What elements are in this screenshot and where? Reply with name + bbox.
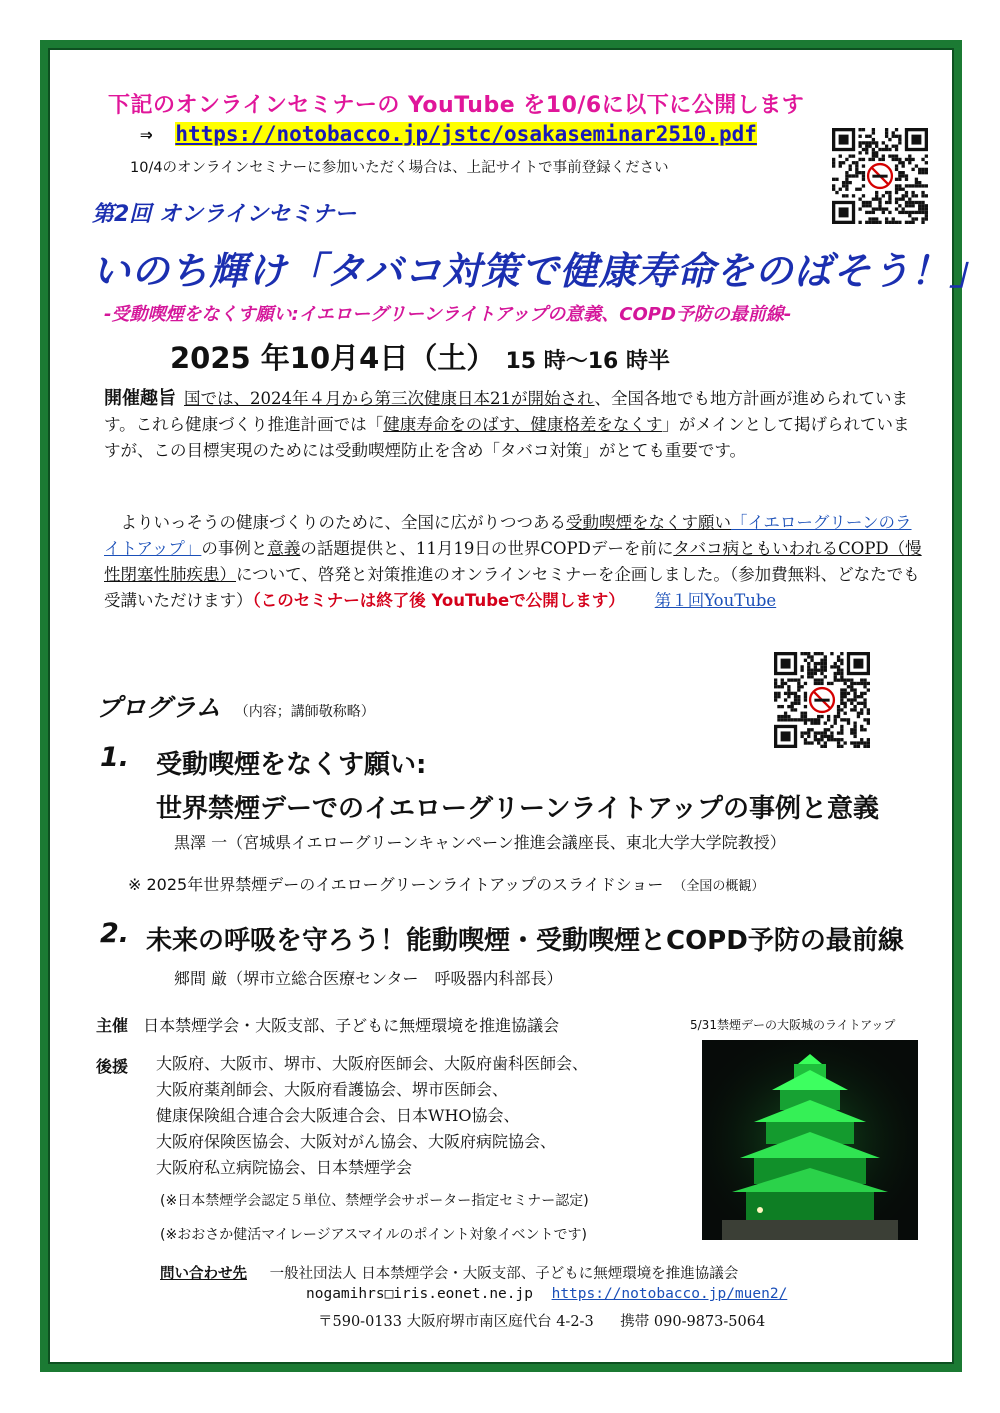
program-title: プログラム	[96, 693, 221, 722]
first-youtube-link[interactable]: 第１回YouTube	[654, 591, 777, 610]
osaka-castle-photo	[702, 1040, 918, 1240]
purpose-text: の話題提供と、11月19日の世界COPDデーを前に	[300, 539, 674, 558]
contact-org: 一般社団法人 日本禁煙学会・大阪支部、子どもに無煙環境を推進協議会	[269, 1266, 739, 1282]
contact-email: nogamihrs□iris.eonet.ne.jp	[306, 1286, 533, 1302]
support-line: 大阪府私立病院協会、日本禁煙学会	[156, 1158, 413, 1177]
arrow-icon: ⇒	[140, 122, 153, 146]
event-datetime	[170, 336, 670, 377]
purpose-paragraph-2	[104, 510, 924, 614]
qr-code-icon[interactable]	[832, 128, 928, 224]
support-line: 健康保険組合連合会大阪連合会、日本WHO協会、	[156, 1106, 520, 1125]
support-line: 大阪府保険医協会、大阪対がん協会、大阪府病院協会、	[156, 1132, 557, 1151]
support-line: 大阪府薬剤師会、大阪府看護協会、堺市医師会、	[156, 1080, 509, 1099]
item1-title-line2: 世界禁煙デーでのイエローグリーンライトアップの事例と意義	[156, 794, 880, 824]
purpose-highlight: 健康寿命をのばす、健康格差をなくす	[383, 415, 663, 434]
purpose-highlight: 意義	[267, 539, 301, 558]
support-label	[96, 1054, 128, 1077]
program-note: （内容；講師敬称略）	[234, 704, 375, 720]
support-line: 大阪府、大阪市、堺市、大阪府医師会、大阪府歯科医師会、	[156, 1054, 589, 1073]
contact-label: 問い合わせ先	[160, 1266, 247, 1282]
purpose-text: よりいっそうの健康づくりのために、全国に広がりつつある	[104, 513, 566, 532]
contact-email-row	[306, 1286, 787, 1302]
url-row	[140, 122, 757, 146]
contact-address: 〒590-0133 大阪府堺市南区庭代台 4-2-3	[318, 1314, 594, 1330]
item1-title-line1: 受動喫煙をなくす願い:	[156, 750, 427, 780]
item2-number: 2.	[100, 918, 130, 949]
contact-address-row	[318, 1310, 765, 1331]
organizer-label: 主催	[96, 1016, 129, 1035]
announcement: 下記のオンラインセミナーの YouTube を10/6に以下に公開します	[108, 93, 805, 118]
photo-caption: 5/31禁煙デーの大阪城のライトアップ	[690, 1018, 896, 1032]
purpose-text: 」がメインとして掲げられていますが、この目標実現のためには受動喫煙防止を含め「タバコ対策」がとても重要です。	[104, 415, 910, 460]
purpose-text: 国では、2024年４月から第三次健康日本21が開始され	[184, 389, 595, 408]
item1-number: 1.	[100, 742, 130, 773]
purpose-highlight: 受動喫煙をなくす願い	[566, 513, 731, 532]
item2-speaker: 郷間 厳（堺市立総合医療センター 呼吸器内科部長）	[174, 969, 563, 988]
mileage-note: (※おおさか健活マイレージアスマイルのポイント対象イベントです)	[160, 1227, 587, 1243]
purpose-text: について、啓発と対策推進のオンラインセミナーを企画しました。（参加費無料、どなたでも受講いただけます）	[104, 565, 920, 610]
registration-note: 10/4のオンラインセミナーに参加いただく場合は、上記サイトで事前登録ください	[130, 160, 669, 176]
qr-code-icon[interactable]	[774, 652, 870, 748]
yellow-green-link[interactable]: 「イエローグリーンのライトアップ」	[104, 513, 912, 558]
purpose-label: 開催趣旨	[104, 388, 176, 409]
organizer	[96, 1013, 559, 1036]
contact-mobile: 携帯 090-9873-5064	[620, 1314, 766, 1330]
subtitle: -受動喫煙をなくす願い:イエローグリーンライトアップの意義、COPD予防の最前線-	[104, 304, 792, 325]
slideshow-subnote: （全国の概観）	[673, 879, 765, 894]
youtube-notice: （このセミナーは終了後 YouTubeで公開します）	[252, 591, 625, 610]
organizer-text: 日本禁煙学会・大阪支部、子どもに無煙環境を推進協議会	[143, 1016, 560, 1035]
slideshow-note	[128, 872, 764, 895]
purpose-text: の事例と	[201, 539, 268, 558]
item2-title: 未来の呼吸を守ろう！能動喫煙・受動喫煙とCOPD予防の最前線	[146, 926, 904, 956]
purpose-text: 、全国各地でも地方計画が進められています。これら健康づくり推進計画では「	[104, 389, 908, 434]
purpose-highlight: タバコ病ともいわれるCOPD（慢性閉塞性肺疾患）	[104, 539, 922, 584]
seminar-number: 第2回 オンラインセミナー	[92, 202, 357, 227]
support-label-text: 後援	[96, 1057, 129, 1076]
event-time: 15 時～16 時半	[505, 349, 671, 374]
event-date: 2025 年10月4日（土）	[170, 341, 496, 375]
main-title: いのち輝け「タバコ対策で健康寿命をのばそう！」	[92, 249, 989, 293]
slideshow-text: ※ 2025年世界禁煙デーのイエローグリーンライトアップのスライドショー	[128, 875, 664, 894]
contact-block	[160, 1262, 738, 1283]
seminar-pdf-link[interactable]: https://notobacco.jp/jstc/osakaseminar2510.pdf	[175, 122, 757, 146]
contact-url[interactable]: https://notobacco.jp/muen2/	[551, 1286, 788, 1302]
certification-note: (※日本禁煙学会認定５単位、禁煙学会サポーター指定セミナー認定)	[160, 1193, 589, 1209]
purpose-paragraph	[104, 386, 924, 464]
program-heading	[96, 688, 375, 724]
item1-speaker: 黒澤 一（宮城県イエローグリーンキャンペーン推進会議座長、東北大学大学院教授）	[174, 833, 786, 852]
